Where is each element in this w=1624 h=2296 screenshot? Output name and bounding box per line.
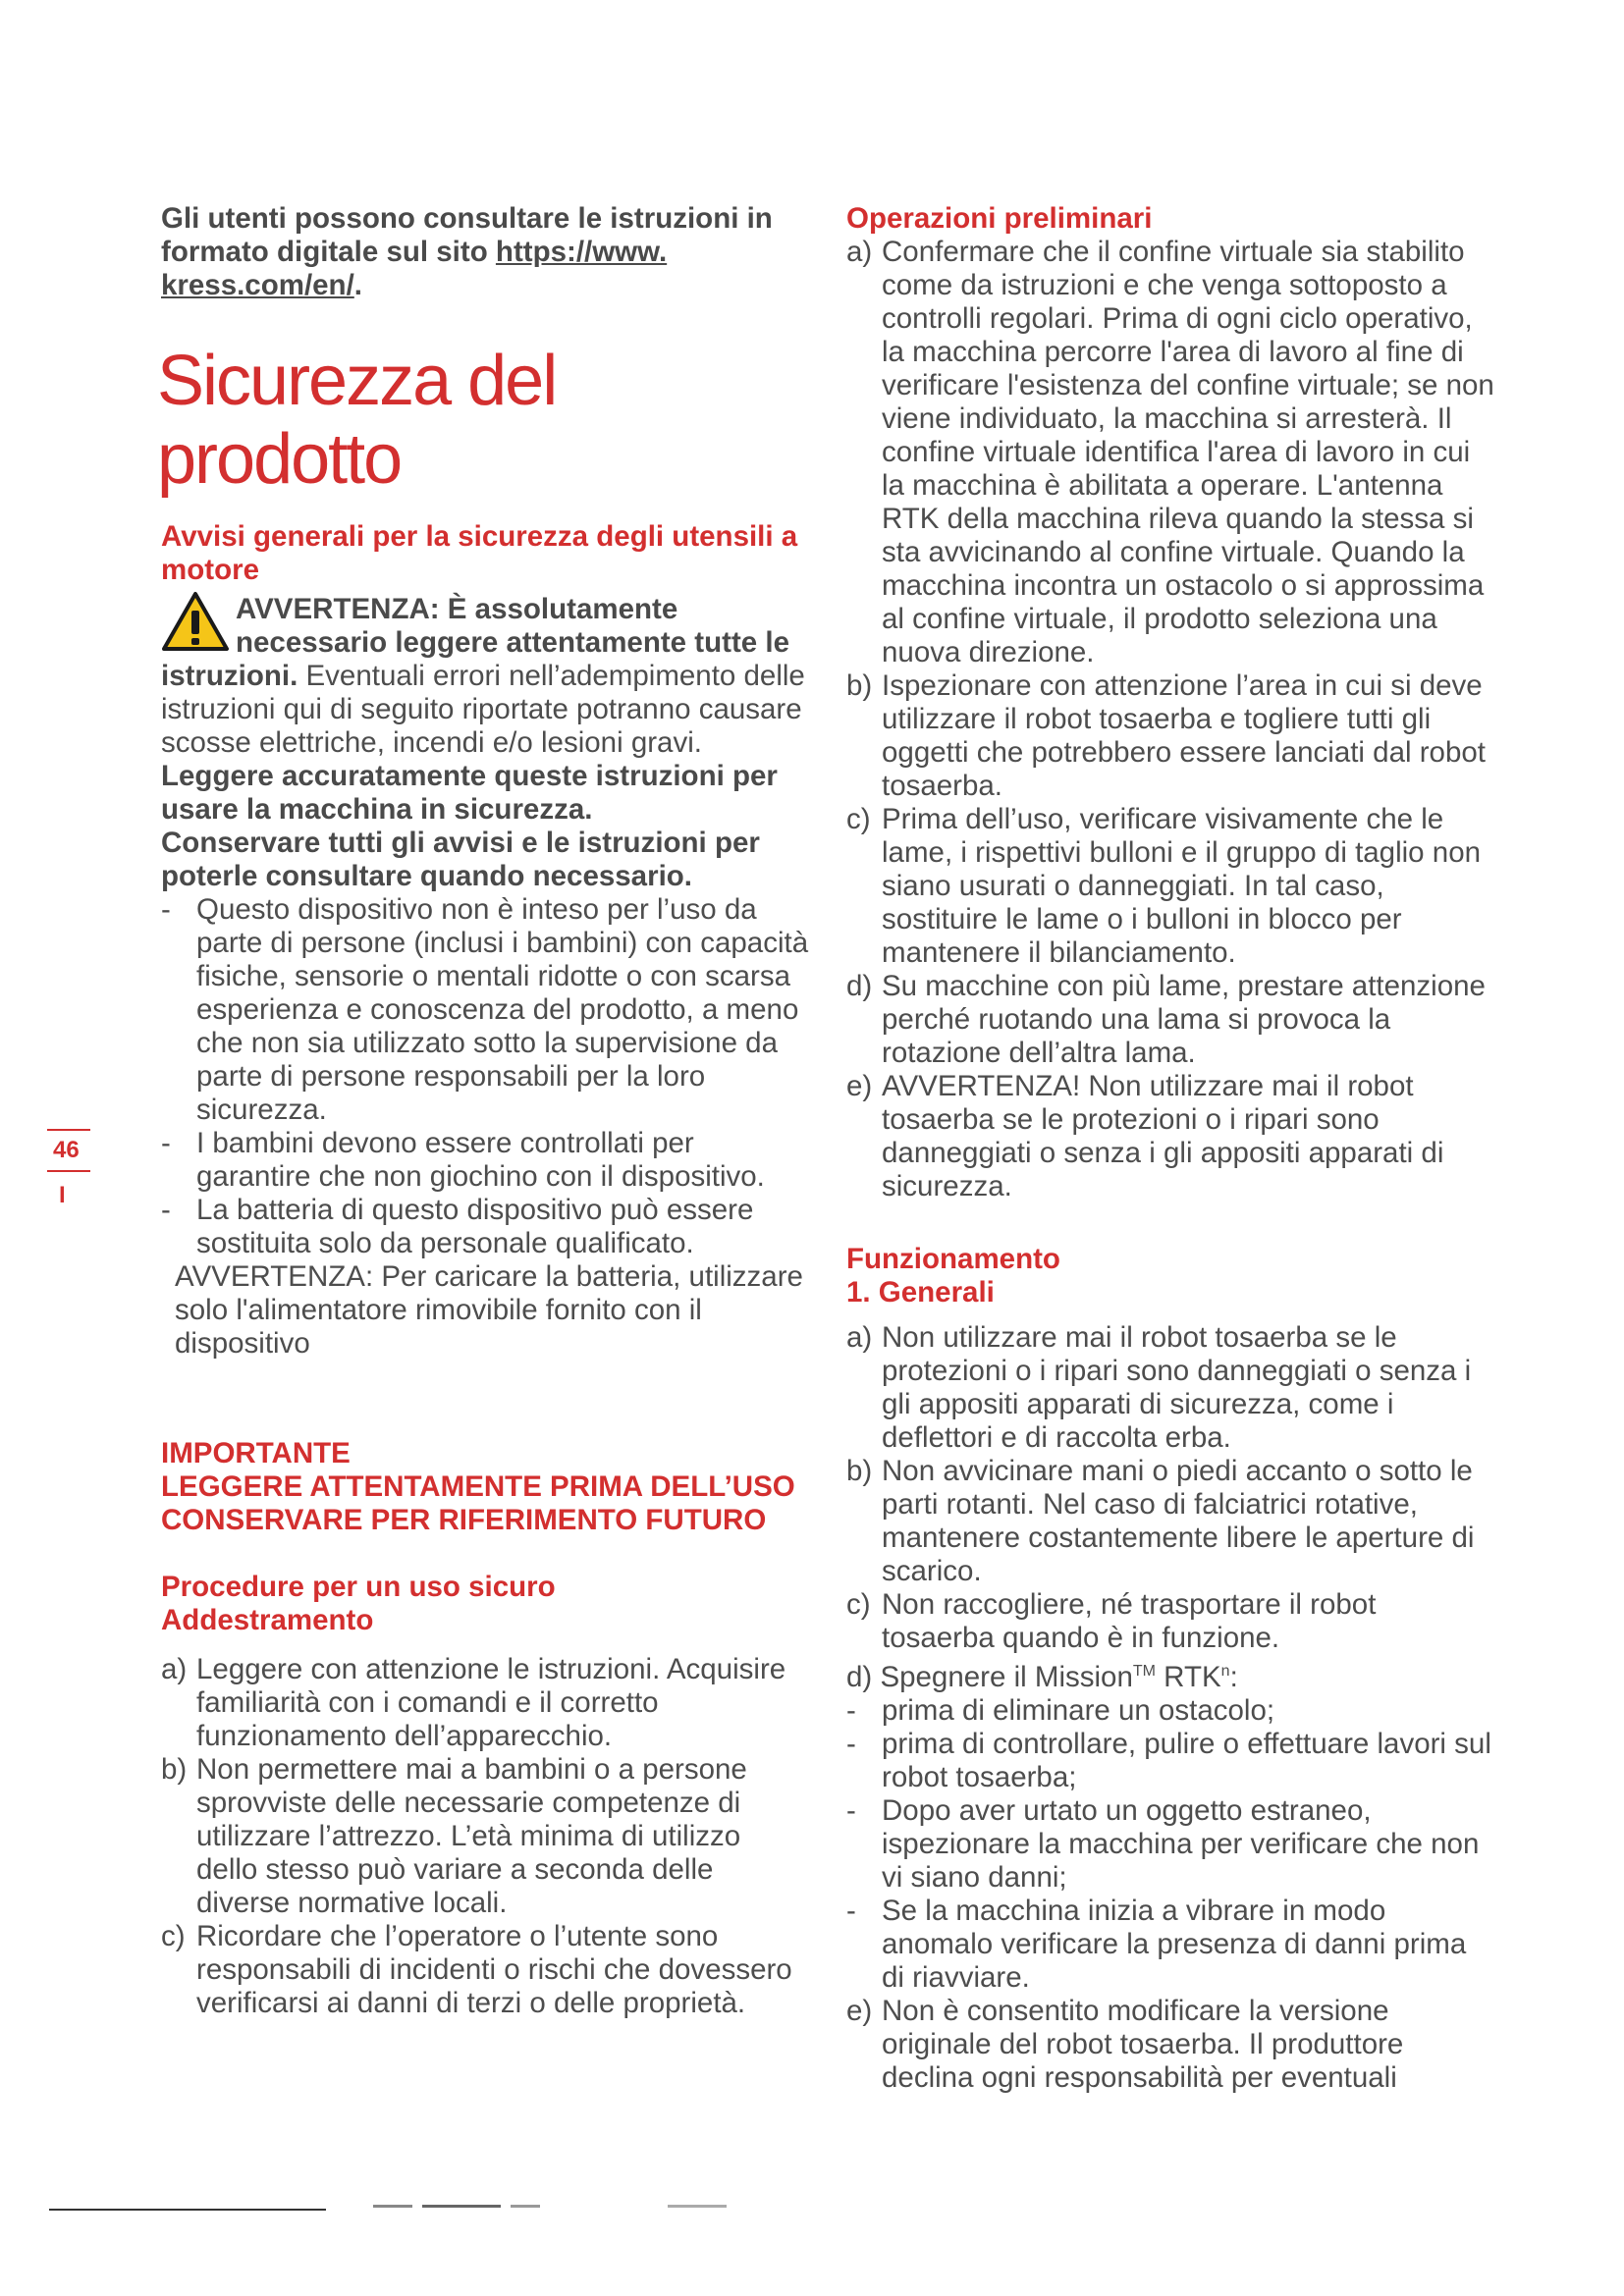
page-marker-line [47,1170,90,1172]
page-number: 46 [53,1137,80,1163]
procedures-heading: Procedure per un uso sicuro [161,1571,556,1603]
operation-heading: Funzionamento [846,1243,1060,1275]
stop-dash-item: - Dopo aver urtato un oggetto estraneo, ispezionare la macchina per verificare che non vi siano danni; [846,1793,1480,1894]
charge-warning [161,1260,809,1361]
warning-text: Eventuali errori nell’adempimento delle istruzioni qui di seguito riportate potranno causare scosse elettriche, incendi e/o lesioni gravi. [161,660,805,759]
operation-item: a) Non utilizzare mai il robot tosaerba se le protezioni o i ripari sono danneggiati o senza i gli appositi apparati di sicurezza, come i deflettori e di raccolta erba. [846,1321,1472,1454]
page-marker [47,1129,135,1209]
general-safety-heading: Avvisi generali per la sicurezza degli utensili a motore [161,520,798,586]
intro-paragraph [161,202,809,302]
dash-item-text: I bambini devono essere controllati per garantire che non giochino con il dispositivo. [196,1127,765,1193]
keep-instructions: Conservare tutti gli avvisi e le istruzioni per poterle consultare quando necessario. [161,827,760,892]
prelim-item: b) Ispezionare con attenzione l’area in cui si deve utilizzare il robot tosaerba e togliere tutti gli oggetti che potrebbero essere lanciati dal robot tosaerba. [846,669,1486,802]
stop-dash-item: - Se la macchina inizia a vibrare in modo anomalo verificare la presenza di danni prima di riavviare. [846,1894,1467,1994]
intro-after: . [353,269,362,301]
operation-item: b) Non avvicinare mani o piedi accanto o sotto le parti rotanti. Nel caso di falciatrici rotative, mantenere costantemente libere le aperture di scarico. [846,1455,1475,1587]
warning-triangle-icon [161,591,230,652]
important-line: IMPORTANTE [161,1437,351,1469]
important-line: CONSERVARE PER RIFERIMENTO FUTURO [161,1504,767,1536]
language-code: I [59,1182,66,1208]
charge-warning-text: AVVERTENZA: Per caricare la batteria, utilizzare solo l'alimentatore rimovibile fornito con il dispositivo [175,1260,803,1360]
right-column [846,202,1494,2095]
dash-item: - Questo dispositivo non è inteso per l’uso da parte di persone (inclusi i bambini) con capacità fisiche, sensorie o mentali ridotte o con scarsa esperienza e conoscenza del prodotto, a meno che non sia utilizzato sotto la supervisione da parte di persone responsabili per la loro sicurezza. [161,893,809,1126]
general-subheading: 1. Generali [846,1276,995,1308]
training-heading: Addestramento [161,1604,374,1636]
stop-instruction: d) Spegnere il Mission™ RTK$^n$: [846,1660,1238,1693]
prelim-item: e) AVVERTENZA! Non utilizzare mai il robot tosaerba se le protezioni o i ripari sono danneggiati o senza i gli appositi apparati di sicurezza. [846,1070,1444,1202]
intro-text: Gli utenti possono consultare le istruzioni in formato digitale sul sito [161,202,773,268]
stop-dash-item: - prima di eliminare un ostacolo; [846,1693,1275,1727]
prelim-item: c) Prima dell’uso, verificare visivamente che le lame, i rispettivi bulloni e il gruppo di taglio non siano usurati o danneggiati. In tal caso, sostituire le lame o i bulloni in blocco per mantenere il bilanciamento. [846,803,1482,969]
page-title: Sicurezza del prodotto [157,342,557,499]
training-item: a) Leggere con attenzione le istruzioni. Acquisire familiarità con i comandi e il corretto funzionamento dell’apparecchio. [161,1653,786,1752]
prelim-heading: Operazioni preliminari [846,202,1153,235]
stop-dash-item: - prima di controllare, pulire o effettuare lavori sul robot tosaerba; [846,1727,1491,1793]
warning-bold: AVVERTENZA: È assolutamente necessario leggere attentamente tutte le istruzioni. [161,593,789,692]
dash-item-text: Questo dispositivo non è inteso per l’uso da parte di persone (inclusi i bambini) con capacità fisiche, sensorie o mentali ridotte o con scarsa esperienza e conoscenza del prodotto, a meno che non sia utilizzato sotto la supervisione da parte di persone responsabili per la loro sicurezza. [196,893,809,1126]
training-item: b) Non permettere mai a bambini o a persone sprovviste delle necessarie competenze di utilizzare l’attrezzo. L’età minima di utilizzo dello stesso può variare a seconda delle diverse normative locali. [161,1753,747,1919]
warning-block [161,593,809,760]
footer-artifact [373,2203,766,2211]
dash-item: - I bambini devono essere controllati per garantire che non giochino con il dispositivo. [161,1127,809,1194]
read-instructions: Leggere accuratamente queste istruzioni per usare la macchina in sicurezza. [161,760,778,826]
prelim-item: a) Confermare che il confine virtuale sia stabilito come da istruzioni e che venga sottoposto a controlli regolari. Prima di ogni ciclo operativo, la macchina percorre l'area di lavoro al fine di verificare l'esistenza del confine virtuale; se non viene individuato, la macchina si arresterà. Il confine virtuale identifica l'area di lavoro in cui la macchina è abilitata a operare. L'antenna RTK della macchina rileva quando la stessa si sta avvicinando al confine virtuale. Quando la macchina incontra un ostacolo o si approssima al confine virtuale, il prodotto seleziona una nuova direzione. [846,236,1494,668]
operation-item: c) Non raccogliere, né trasportare il robot tosaerba quando è in funzione. [846,1588,1377,1654]
footer-rule [49,2209,326,2211]
dash-item: - La batteria di questo dispositivo può essere sostituita solo da personale qualificato. [161,1194,809,1260]
dash-item-text: La batteria di questo dispositivo può essere sostituita solo da personale qualificato. [196,1194,754,1259]
prelim-item: d) Su macchine con più lame, prestare attenzione perché ruotando una lama si provoca la rotazione dell’altra lama. [846,970,1486,1069]
left-column [157,202,809,2020]
important-line: LEGGERE ATTENTAMENTE PRIMA DELL’USO [161,1470,795,1503]
operation-item: e) Non è consentito modificare la versione originale del robot tosaerba. Il produttore declina ogni responsabilità per eventuali [846,1994,1404,2094]
training-item: c) Ricordare che l’operatore o l’utente sono responsabili di incidenti o rischi che dovessero verificarsi ai danni di terzi o delle proprietà. [161,1920,792,2019]
intro-link[interactable]: https://www. kress.com/en/ [161,236,668,301]
